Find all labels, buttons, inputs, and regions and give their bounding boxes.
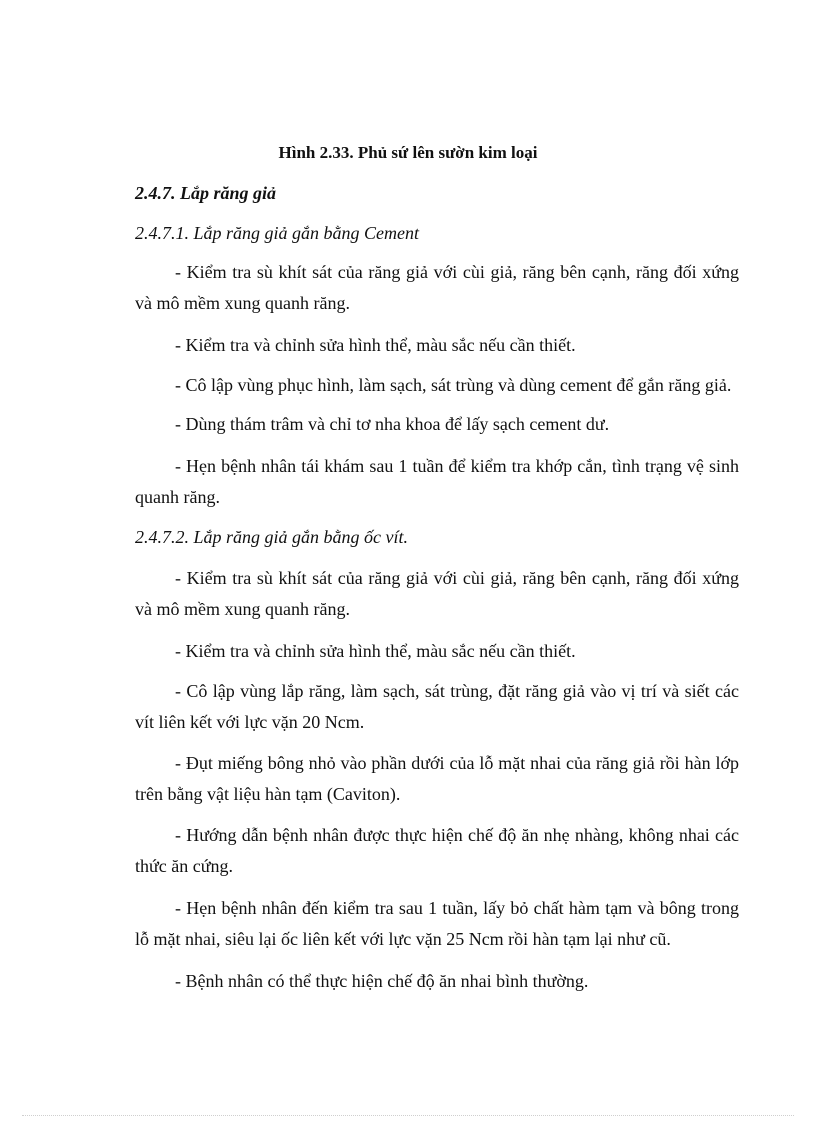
paragraph: - Hướng dẫn bệnh nhân được thực hiện chế độ ăn nhẹ nhàng, không nhai các thức ăn cứng. bbox=[135, 825, 739, 876]
subsection-heading-cement: 2.4.7.1. Lắp răng giả gắn bằng Cement bbox=[135, 223, 420, 243]
paragraph: - Đụt miếng bông nhỏ vào phần dưới của lỗ mặt nhai của răng giả rồi hàn lớp trên bằng vật liệu hàn tạm (Caviton). bbox=[135, 753, 739, 804]
paragraph: - Hẹn bệnh nhân tái khám sau 1 tuần để kiểm tra khớp cắn, tình trạng vệ sinh quanh răng. bbox=[135, 456, 739, 507]
paragraph: - Kiểm tra và chỉnh sửa hình thể, màu sắc nếu cần thiết. bbox=[175, 641, 576, 661]
paragraph: - Cô lập vùng phục hình, làm sạch, sát trùng và dùng cement để gắn răng giả. bbox=[175, 375, 732, 395]
paragraph: - Cô lập vùng lắp răng, làm sạch, sát trùng, đặt răng giả vào vị trí và siết các vít liên kết với lực vặn 20 Ncm. bbox=[135, 681, 739, 732]
page-bottom-rule bbox=[22, 1115, 794, 1116]
figure-caption: Hình 2.33. Phủ sứ lên sườn kim loại bbox=[278, 143, 538, 162]
paragraph: - Kiểm tra sù khít sát của răng giả với cùi giả, răng bên cạnh, răng đối xứng và mô mềm xung quanh răng. bbox=[135, 568, 739, 619]
paragraph: - Hẹn bệnh nhân đến kiểm tra sau 1 tuần, lấy bỏ chất hàm tạm và bông trong lỗ mặt nhai, siêu lại ốc liên kết với lực vặn 25 Ncm rồi hàn tạm lại như cũ. bbox=[135, 898, 739, 949]
paragraph: - Bệnh nhân có thể thực hiện chế độ ăn nhai bình thường. bbox=[175, 971, 589, 991]
paragraph: - Kiểm tra và chỉnh sửa hình thể, màu sắc nếu cần thiết. bbox=[175, 335, 576, 355]
section-heading: 2.4.7. Lắp răng giả bbox=[135, 183, 277, 203]
subsection-heading-screw: 2.4.7.2. Lắp răng giả gắn bằng ốc vít. bbox=[135, 527, 408, 547]
paragraph: - Kiểm tra sù khít sát của răng giả với cùi giả, răng bên cạnh, răng đối xứng và mô mềm xung quanh răng. bbox=[135, 262, 739, 313]
paragraph: - Dùng thám trâm và chỉ tơ nha khoa để lấy sạch cement dư. bbox=[175, 414, 610, 434]
